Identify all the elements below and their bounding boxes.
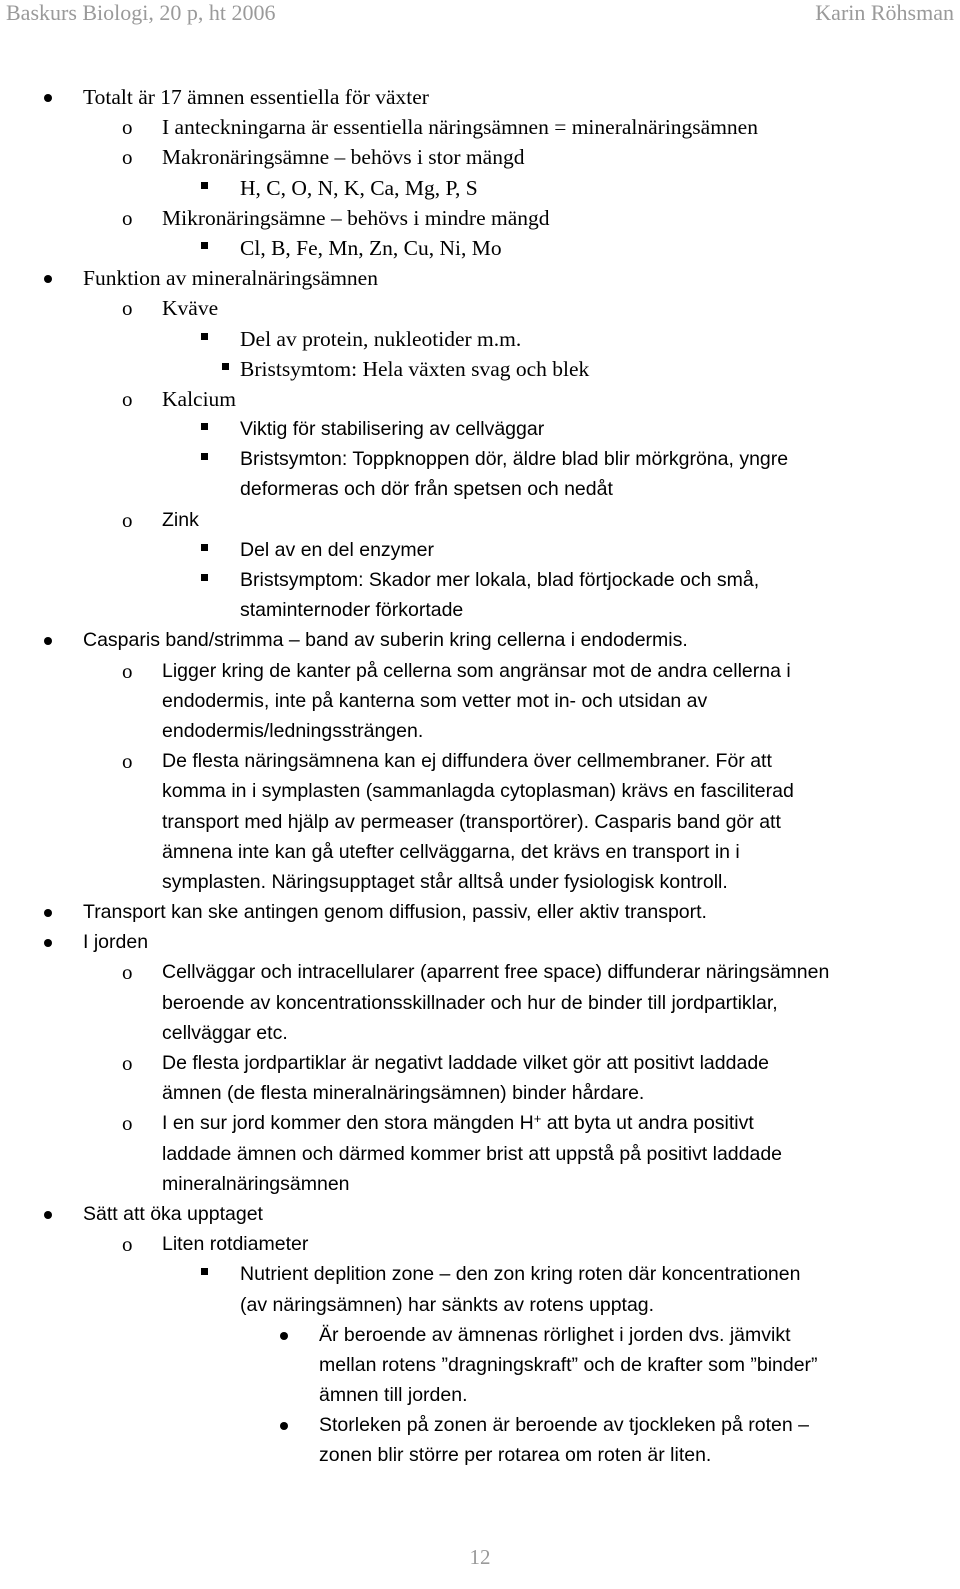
list-item-continuation: ämnen (de flesta mineralnäringsämnen) binder hårdare. [162, 1082, 645, 1105]
bullet-circle-icon: o [122, 386, 133, 411]
list-item: Transport kan ske antingen genom diffusion, passiv, eller aktiv transport. [0, 897, 960, 927]
list-item-continuation: transport med hjälp av permeaser (transportörer). Casparis band gör att [162, 810, 781, 833]
bullet-dot-icon [44, 939, 52, 947]
list-item-continuation: mineralnäringsämnen [162, 1172, 350, 1195]
bullet-square-icon [201, 453, 208, 460]
bullet-square-icon [201, 574, 208, 581]
list-item-continuation: deformeras och dör från spetsen och nedåt [240, 478, 613, 501]
list-item: Är beroende av ämnenas rörlighet i jorden dvs. jämvikt [0, 1320, 960, 1350]
document-body [0, 82, 960, 1471]
bullet-square-icon [222, 363, 229, 370]
list-item-continuation: symplasten. Näringsupptaget står alltså under fysiologisk kontroll. [162, 870, 728, 893]
bullet-circle-icon: o [122, 1051, 133, 1075]
bullet-square-icon [201, 423, 208, 430]
list-item: H, C, O, N, K, Ca, Mg, P, S [0, 173, 960, 203]
list-item-continuation: mellan rotens ”dragningskraft” och de krafter som ”binder” [319, 1353, 818, 1376]
list-item-continuation: laddade ämnen och därmed kommer brist att uppstå på positivt laddade [162, 1142, 783, 1165]
bullet-dot-icon [44, 275, 52, 283]
list-item-continuation: (av näringsämnen) har sänkts av rotens upptag. [240, 1293, 655, 1316]
list-item: o De flesta näringsämnena kan ej diffundera över cellmembraner. För att [0, 746, 960, 776]
bullet-dot-icon [44, 94, 52, 102]
list-item: o Ligger kring de kanter på cellerna som angränsar mot de andra cellerna i [0, 656, 960, 686]
page-number: 12 [469, 1545, 491, 1569]
list-item: Funktion av mineralnäringsämnen [0, 263, 960, 293]
list-item: Totalt är 17 ämnen essentiella för växter [0, 82, 960, 112]
list-item: o Liten rotdiameter [0, 1229, 960, 1259]
bullet-square-icon [201, 1268, 208, 1275]
list-item: Storleken på zonen är beroende av tjockleken på roten – [0, 1410, 960, 1440]
bullet-dot-icon [280, 1422, 288, 1430]
list-item: Del av en del enzymer [0, 535, 960, 565]
bullet-circle-icon: o [122, 115, 133, 140]
list-item-continuation: zonen blir större per rotarea om roten är liten. [319, 1444, 712, 1467]
header-right: Karin Röhsman [815, 0, 954, 25]
bullet-dot-icon [44, 637, 52, 645]
list-item: o Kalcium [0, 384, 960, 414]
list-item: o Kväve [0, 293, 960, 323]
list-item-continuation: ämnen till jorden. [319, 1384, 468, 1407]
list-item: Cl, B, Fe, Mn, Zn, Cu, Ni, Mo [0, 233, 960, 263]
header-left: Baskurs Biologi, 20 p, ht 2006 [6, 0, 276, 25]
bullet-circle-icon: o [122, 658, 133, 683]
list-item-continuation: endodermis/ledningssträngen. [162, 719, 424, 742]
bullet-circle-icon: o [122, 296, 133, 321]
list-item: o I anteckningarna är essentiella näringsämnen = mineralnäringsämnen [0, 112, 960, 142]
list-item: o Cellväggar och intracellularer (aparrent free space) diffunderar näringsämnen [0, 957, 960, 987]
list-item: Del av protein, nukleotider m.m. [0, 324, 960, 354]
bullet-circle-icon: o [122, 145, 133, 170]
list-item: Casparis band/strimma – band av suberin kring cellerna i endodermis. [0, 625, 960, 655]
bullet-circle-icon: o [122, 507, 133, 532]
bullet-circle-icon: o [122, 1111, 133, 1136]
list-item-continuation: ämnena inte kan gå utefter cellväggarna, det krävs en transport in i [162, 840, 740, 863]
list-item: Bristsymton: Toppknoppen dör, äldre blad blir mörkgröna, yngre [0, 444, 960, 474]
bullet-square-icon [201, 544, 208, 551]
list-item: o De flesta jordpartiklar är negativt laddade vilket gör att positivt laddade [0, 1048, 960, 1078]
list-item: o I en sur jord kommer den stora mängden H+ att byta ut andra positivt [0, 1108, 960, 1138]
list-item: I jorden [0, 927, 960, 957]
list-item: o Mikronäringsämne – behövs i mindre mängd [0, 203, 960, 233]
list-item-continuation: beroende av koncentrationsskillnader och hur de binder till jordpartiklar, [162, 991, 778, 1014]
list-item: Bristsymtom: Hela växten svag och blek [0, 354, 960, 384]
list-item: Viktig för stabilisering av cellväggar [0, 414, 960, 444]
list-item-continuation: endodermis, inte på kanterna som vetter mot in- och utsidan av [162, 689, 708, 712]
list-item: Nutrient deplition zone – den zon kring roten där koncentrationen [0, 1259, 960, 1289]
list-item: Bristsymptom: Skador mer lokala, blad förtjockade och små, [0, 565, 960, 595]
bullet-square-icon [201, 333, 208, 340]
bullet-square-icon [201, 182, 208, 189]
list-item-continuation: cellväggar etc. [162, 1021, 288, 1044]
list-item: o Zink [0, 505, 960, 535]
list-item-continuation: komma in i symplasten (sammanlagda cytoplasman) krävs en fasciliterad [162, 780, 794, 803]
bullet-dot-icon [280, 1332, 288, 1340]
list-item: o Makronäringsämne – behövs i stor mängd [0, 142, 960, 172]
list-item: Sätt att öka upptaget [0, 1199, 960, 1229]
bullet-square-icon [201, 242, 208, 249]
bullet-circle-icon: o [122, 749, 133, 774]
bullet-circle-icon: o [122, 1232, 133, 1257]
list-item-continuation: staminternoder förkortade [240, 599, 464, 622]
bullet-dot-icon [44, 1211, 52, 1219]
bullet-circle-icon: o [122, 205, 133, 230]
bullet-circle-icon: o [122, 960, 133, 985]
bullet-dot-icon [44, 909, 52, 917]
